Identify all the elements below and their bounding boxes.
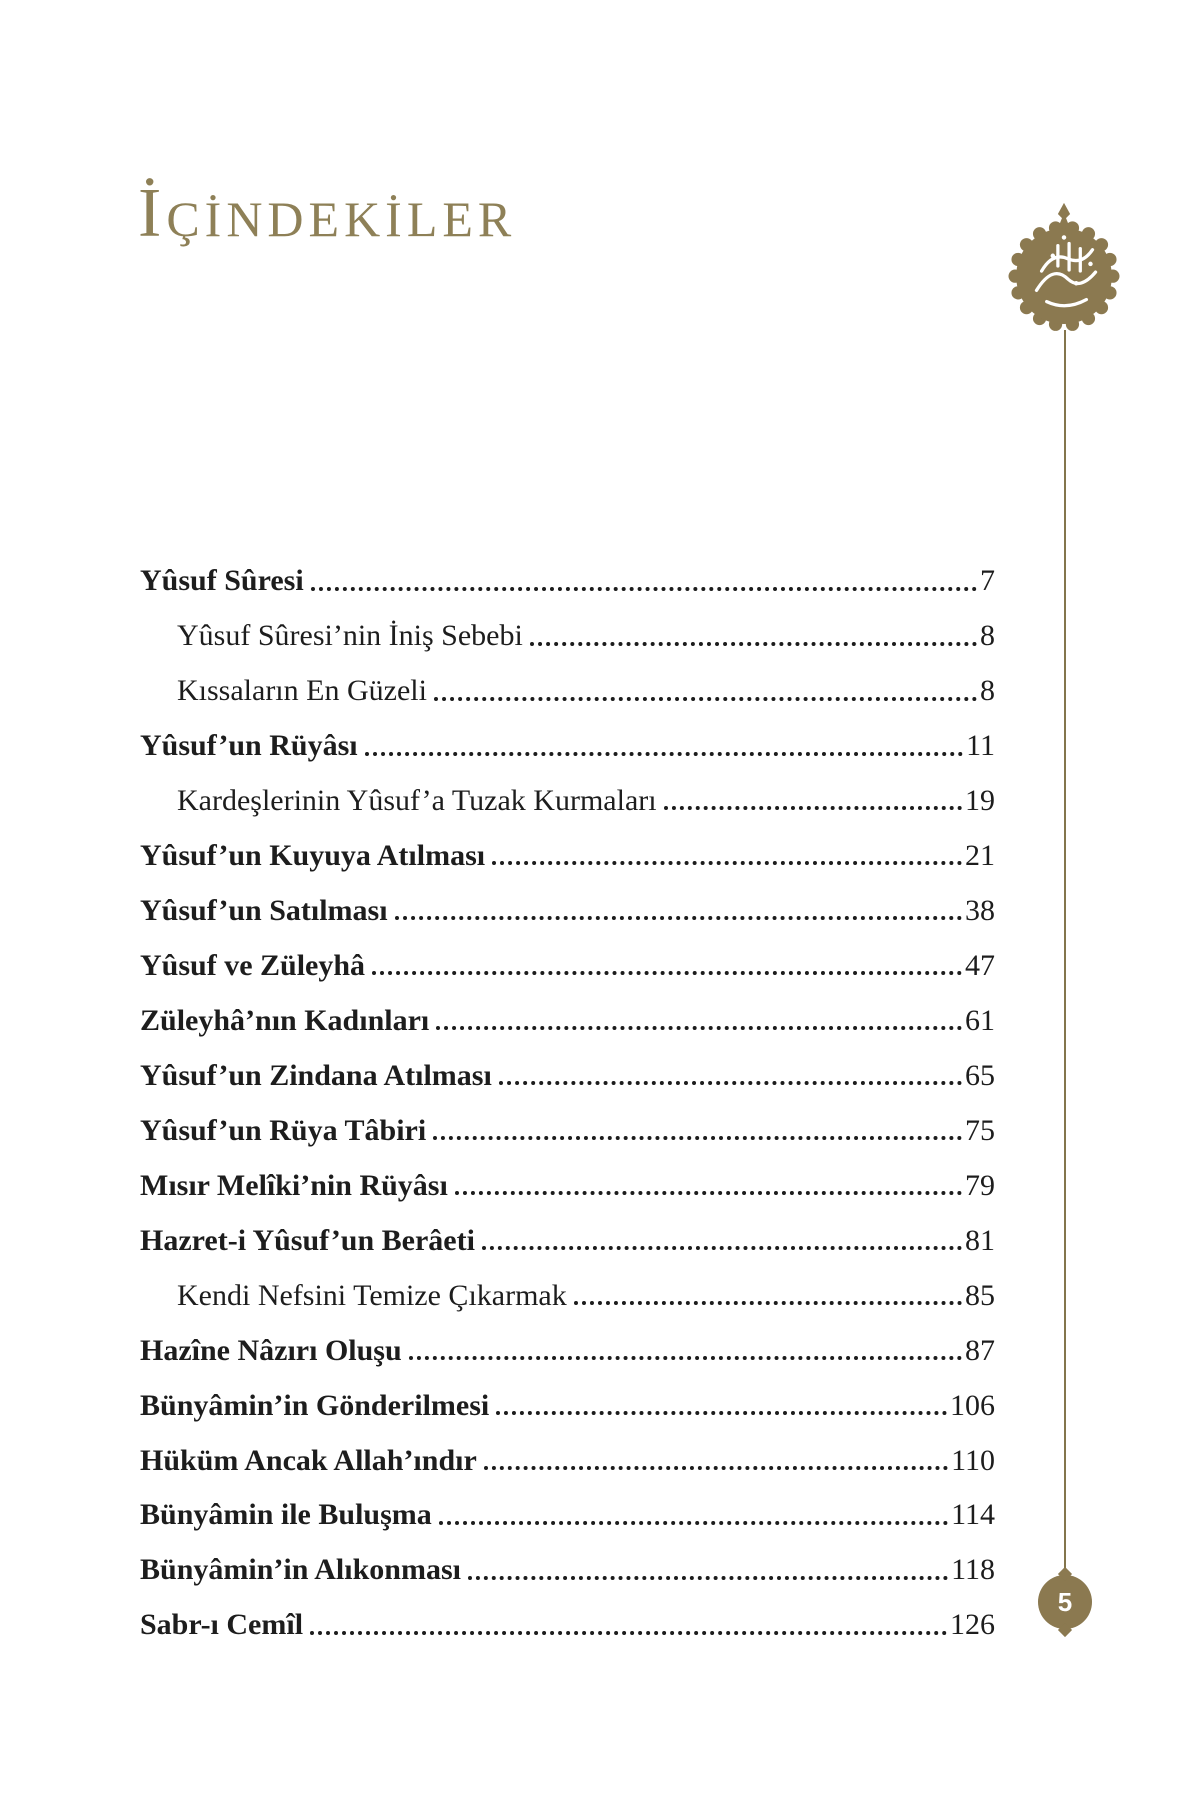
- toc-entry-label: Yûsuf’un Rüya Tâbiri: [140, 1113, 427, 1147]
- page-number: 5: [1057, 1587, 1073, 1617]
- toc-leader-dots: [484, 1466, 948, 1470]
- toc-entry-page: 81: [965, 1223, 995, 1257]
- toc-entry-page: 61: [965, 1003, 995, 1037]
- toc-entry-label: Yûsuf Sûresi’nin İniş Sebebi: [177, 618, 523, 652]
- toc-entry: [140, 1553, 995, 1587]
- toc-entry: [140, 784, 995, 818]
- toc-leader-dots: [664, 806, 962, 810]
- toc-entry-label: Yûsuf’un Kuyuya Atılması: [140, 838, 486, 872]
- toc-leader-dots: [436, 1026, 962, 1030]
- toc-leader-dots: [310, 1631, 947, 1635]
- toc-leader-dots: [311, 587, 977, 591]
- toc-leader-dots: [496, 1411, 947, 1415]
- toc-entry-label: Yûsuf’un Zindana Atılması: [140, 1058, 492, 1092]
- toc-entry: [140, 1389, 995, 1423]
- toc-entry: [140, 839, 995, 873]
- toc-entry-page: 8: [980, 673, 995, 707]
- toc-entry: [140, 1004, 995, 1038]
- toc-entry: [140, 1169, 995, 1203]
- toc-leader-dots: [455, 1191, 962, 1195]
- toc-entry-label: Yûsuf’un Satılması: [140, 893, 388, 927]
- toc-leader-dots: [433, 1136, 962, 1140]
- toc-leader-dots: [499, 1081, 962, 1085]
- toc-entry-page: 11: [966, 728, 995, 762]
- toc-entry-label: Yûsuf’un Rüyâsı: [140, 728, 358, 762]
- toc-entry-page: 106: [950, 1388, 995, 1422]
- toc-entry-page: 85: [965, 1278, 995, 1312]
- toc-entry: [140, 949, 995, 983]
- toc-entry-page: 21: [965, 838, 995, 872]
- toc-entry-page: 65: [965, 1058, 995, 1092]
- toc-entry-label: Bünyâmin’in Alıkonması: [140, 1553, 461, 1587]
- toc-entry: [140, 1498, 995, 1532]
- toc-leader-dots: [395, 916, 962, 920]
- toc-leader-dots: [372, 971, 962, 975]
- toc-leader-dots: [468, 1576, 948, 1580]
- toc-entry-page: 75: [965, 1113, 995, 1147]
- page-title: İÇİNDEKİLER: [138, 175, 517, 252]
- toc-entry-label: Kendi Nefsini Temize Çıkarmak: [177, 1278, 567, 1312]
- toc-entry-page: 8: [980, 618, 995, 652]
- toc-entry: [140, 1224, 995, 1258]
- toc-entry-page: 114: [951, 1498, 995, 1532]
- toc-entry-label: Hazîne Nâzırı Oluşu: [140, 1333, 402, 1367]
- toc-entry-page: 19: [965, 783, 995, 817]
- toc-entry-label: Kardeşlerinin Yûsuf’a Tuzak Kurmaları: [177, 783, 657, 817]
- toc-entry-label: Yûsuf ve Züleyhâ: [140, 948, 366, 982]
- toc-entry-label: Bünyâmin’in Gönderilmesi: [140, 1388, 490, 1422]
- calligraphy-medallion-icon: [1008, 202, 1120, 334]
- table-of-contents: [140, 564, 995, 1642]
- toc-entry: [140, 1334, 995, 1368]
- toc-entry: [140, 1059, 995, 1093]
- toc-leader-dots: [439, 1521, 948, 1525]
- toc-leader-dots: [574, 1301, 962, 1305]
- toc-entry-page: 87: [965, 1333, 995, 1367]
- page-number-badge: [1038, 1575, 1092, 1629]
- toc-leader-dots: [409, 1356, 962, 1360]
- toc-entry-page: 126: [950, 1608, 995, 1642]
- toc-entry-label: Kıssaların En Güzeli: [177, 673, 427, 707]
- toc-entry-label: Hüküm Ancak Allah’ındır: [140, 1443, 477, 1477]
- toc-entry: [140, 619, 995, 653]
- toc-leader-dots: [482, 1246, 962, 1250]
- toc-entry: [140, 674, 995, 708]
- toc-entry-page: 118: [951, 1553, 995, 1587]
- toc-entry: [140, 729, 995, 763]
- toc-entry-page: 79: [965, 1168, 995, 1202]
- toc-entry: [140, 564, 995, 598]
- toc-entry-label: Züleyhâ’nın Kadınları: [140, 1003, 430, 1037]
- toc-leader-dots: [365, 752, 964, 756]
- toc-entry: [140, 1444, 995, 1478]
- toc-leader-dots: [492, 861, 962, 865]
- toc-entry: [140, 1279, 995, 1313]
- toc-entry-label: Yûsuf Sûresi: [140, 564, 304, 597]
- toc-entry-page: 110: [951, 1443, 995, 1477]
- toc-entry-label: Bünyâmin ile Buluşma: [140, 1498, 432, 1532]
- toc-entry: [140, 1608, 995, 1642]
- toc-entry-page: 7: [980, 564, 995, 597]
- decorative-vertical-rule: [1064, 330, 1066, 1574]
- toc-entry-label: Mısır Melîki’nin Rüyâsı: [140, 1168, 448, 1202]
- toc-entry-page: 38: [965, 893, 995, 927]
- toc-entry-page: 47: [965, 948, 995, 982]
- toc-entry: [140, 894, 995, 928]
- toc-leader-dots: [530, 642, 977, 646]
- toc-entry: [140, 1114, 995, 1148]
- toc-leader-dots: [434, 697, 977, 701]
- toc-entry-label: Sabr-ı Cemîl: [140, 1608, 304, 1642]
- toc-entry-label: Hazret-i Yûsuf’un Berâeti: [140, 1223, 475, 1257]
